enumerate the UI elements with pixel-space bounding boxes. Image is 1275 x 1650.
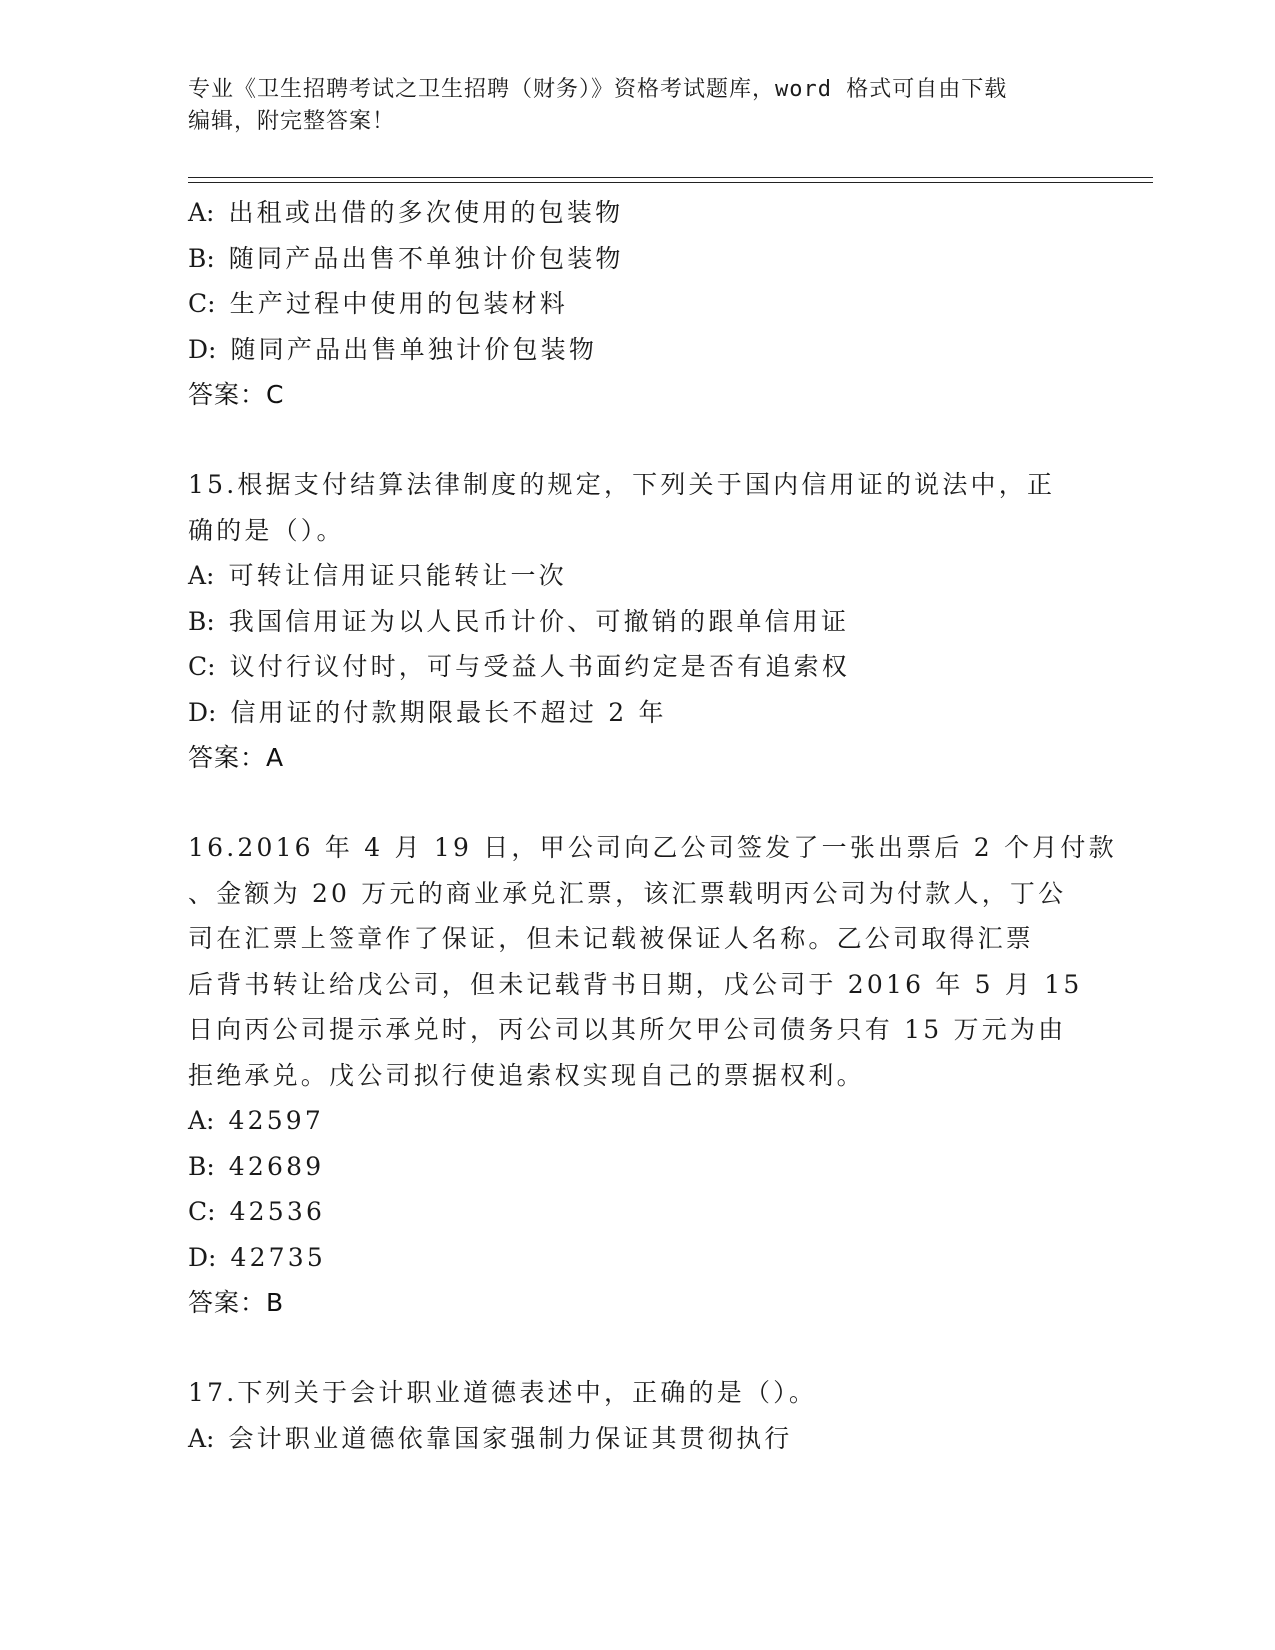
question-stem-line: 后背书转让给戊公司，但未记载背书日期，戊公司于 2016 年 5 月 15 (188, 969, 1083, 999)
option-c: C: 42536 (188, 1197, 326, 1226)
document-body (188, 190, 1117, 1461)
question-stem-line: 司在汇票上签章作了保证，但未记载被保证人名称。乙公司取得汇票 (188, 924, 1035, 953)
question-17 (188, 1370, 1088, 1461)
answer-line: 答案：C (188, 380, 285, 409)
answer-line: 答案：A (188, 743, 285, 772)
question-stem-line: 日向丙公司提示承兑时，丙公司以其所欠甲公司债务只有 15 万元为由 (188, 1015, 1067, 1044)
question-stem-line: 拒绝承兑。戊公司拟行使追索权实现自己的票据权利。 (188, 1060, 865, 1090)
question-14 (188, 190, 1088, 417)
option-a: A: 可转让信用证只能转让一次 (188, 561, 567, 590)
option-c: C: 议付行议付时，可与受益人书面约定是否有追索权 (188, 652, 850, 681)
option-d: D: 42735 (188, 1242, 326, 1272)
question-stem-line: 、金额为 20 万元的商业承兑汇票，该汇票载明丙公司为付款人，丁公 (188, 878, 1067, 908)
option-d: D: 随同产品出售单独计价包装物 (188, 334, 598, 364)
option-c: C: 生产过程中使用的包装材料 (188, 289, 568, 318)
option-b: B: 我国信用证为以人民币计价、可撤销的跟单信用证 (188, 606, 850, 636)
option-b: B: 42689 (188, 1151, 325, 1181)
option-d: D: 信用证的付款期限最长不超过 2 年 (188, 697, 667, 727)
question-16 (188, 825, 1117, 1325)
answer-line: 答案：B (188, 1288, 285, 1317)
header-divider-top (188, 177, 1153, 178)
question-stem-line: 17.下列关于会计职业道德表述中，正确的是（）。 (188, 1378, 818, 1407)
document-header (188, 74, 1088, 138)
option-a: A: 会计职业道德依靠国家强制力保证其贯彻执行 (188, 1423, 793, 1453)
question-stem-line: 15.根据支付结算法律制度的规定，下列关于国内信用证的说法中，正 (188, 470, 1056, 499)
header-divider-bottom (188, 182, 1153, 183)
option-a: A: 42597 (188, 1106, 325, 1135)
header-line-2: 编辑，附完整答案！ (188, 109, 396, 134)
question-stem-line: 确的是（）。 (188, 515, 345, 545)
option-b: B: 随同产品出售不单独计价包装物 (188, 243, 624, 273)
question-15 (188, 462, 1088, 780)
option-a: A: 出租或出借的多次使用的包装物 (188, 198, 624, 227)
header-line-1: 专业《卫生招聘考试之卫生招聘（财务）》资格考试题库，word 格式可自由下载 (188, 77, 1008, 102)
question-stem-line: 16.2016 年 4 月 19 日，甲公司向乙公司签发了一张出票后 2 个月付款 (188, 833, 1117, 862)
